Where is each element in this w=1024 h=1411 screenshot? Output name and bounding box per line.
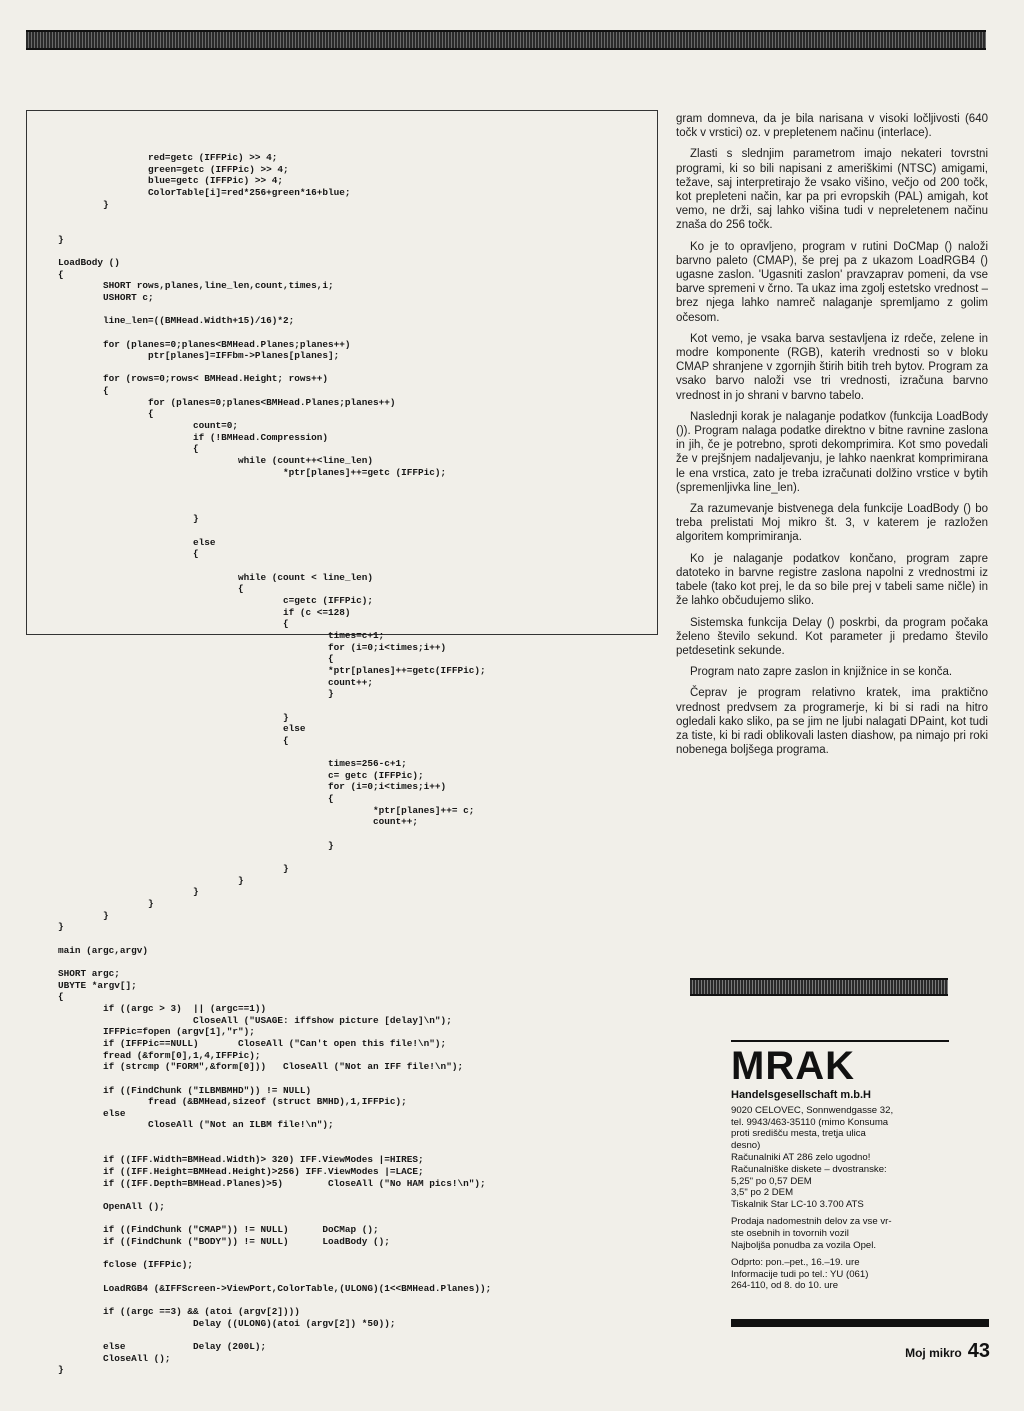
article-paragraph: Ko je nalaganje podatkov končano, program zapre datoteko in barvne registre zaslona napolni z vrednostmi iz tabele (tako kot prej, le da so bile prej v tabeli same ničle) in že lahko občudujemo sliko. <box>676 552 988 608</box>
ad-offer-line: 3,5" po 2 DEM <box>731 1187 794 1199</box>
code-line: } <box>193 513 199 525</box>
ad-parts-line: ste osebnih in tovornih vozil <box>731 1227 849 1239</box>
code-line: { <box>58 991 64 1003</box>
ad-offer-line: Računalniki AT 286 zelo ugodno! <box>731 1152 871 1164</box>
code-line: USHORT c; <box>103 291 154 303</box>
code-line: LoadBody () <box>58 256 120 268</box>
ad-brand: MRAK <box>731 1044 855 1088</box>
article-paragraph: Ko je to opravljeno, program v rutini DoCMap () naloži barvno paleto (CMAP), še prej pa z ukazom LoadRGB4 () ugasne zaslon. 'Ugasniti zaslon' pravzaprav pomeni, da vse barve spremeni v črno. Ta ukaz ima zgolj estetsko vrednost – brez njega lahko namreč nalaganje spremljamo z golim očesom. <box>676 240 988 324</box>
code-line: count++; <box>373 816 419 828</box>
ad-parts <box>731 1216 949 1251</box>
code-line: CloseAll ("Not an ILBM file!\n"); <box>148 1119 334 1131</box>
ad-top-line <box>731 1040 949 1042</box>
code-line: *ptr[planes]++= c; <box>373 804 475 816</box>
code-line: { <box>328 653 334 665</box>
ad-company: Handelsgesellschaft m.b.H <box>731 1089 871 1101</box>
code-line: { <box>148 408 154 420</box>
code-line: CloseAll (); <box>103 1352 171 1364</box>
ad-hours-line: Odprto: pon.–pet., 16.–19. ure <box>731 1257 860 1269</box>
code-line: } <box>103 909 109 921</box>
code-line: if ((IFF.Depth=BMHead.Planes)>5) CloseAll ("No HAM pics!\n"); <box>103 1177 486 1189</box>
page-footer <box>905 1340 990 1363</box>
article-text <box>676 112 988 764</box>
code-line: SHORT rows,planes,line_len,count,times,i; <box>103 280 334 292</box>
code-line: while (count < line_len) <box>238 571 374 583</box>
ad-offer-line: Tiskalnik Star LC-10 3.700 ATS <box>731 1198 864 1210</box>
code-line: while (count++<line_len) <box>238 455 374 467</box>
code-line: ColorTable[i]=red*256+green*16+blue; <box>148 186 351 198</box>
ad-offer-line: Računalniške diskete – dvostranske: <box>731 1163 887 1175</box>
code-line: c=getc (IFFPic); <box>283 594 374 606</box>
code-line: OpenAll (); <box>103 1201 165 1213</box>
code-line: else Delay (200L); <box>103 1340 267 1352</box>
code-line: } <box>148 898 154 909</box>
code-line: if ((IFF.Width=BMHead.Width)> 320) IFF.ViewModes |=HIRES; <box>103 1154 424 1166</box>
code-line: Delay ((ULONG)(atoi (argv[2]) *50)); <box>193 1317 396 1329</box>
code-line: if ((FindChunk ("CMAP")) != NULL) DoCMap (); <box>103 1224 379 1236</box>
code-line: if ((IFF.Height=BMHead.Height)>256) IFF.ViewModes |=LACE; <box>103 1166 424 1178</box>
ad-bottom-bar <box>731 1319 989 1327</box>
code-line: else <box>283 723 306 735</box>
code-line: { <box>193 443 199 455</box>
page-number: 43 <box>967 1340 990 1362</box>
mrak-advertisement <box>731 1040 949 1298</box>
code-line: } <box>103 198 109 210</box>
ad-address-line: tel. 9943/463-35110 (mimo Konsuma <box>731 1116 889 1128</box>
article-paragraph: Zlasti s slednjim parametrom imajo nekateri tovrstni programi, ki so bili napisani z ameriškimi (NTSC) amigami, težave, saj interpretirajo že vsako višino, večjo od 200 točk, kot prepleteni način, kar pa pri evropskih (PAL) amigah, kot vemo, ne drži, saj lahko višina tudi v nepreletenem načinu znaša do 256 točk. <box>676 148 988 232</box>
ad-address-line: 9020 CELOVEC, Sonnwendgasse 32, <box>731 1105 894 1116</box>
code-line: { <box>283 618 289 630</box>
code-line: } <box>283 711 289 723</box>
code-line: blue=getc (IFFPic) >> 4; <box>148 175 284 187</box>
code-line: *ptr[planes]++=getc (IFFPic); <box>283 466 447 478</box>
article-paragraph: gram domneva, da je bila narisana v visoki ločljivosti (640 točk v vrstici) oz. v prepletenem načinu (interlace). <box>676 113 988 140</box>
article-paragraph: Program nato zapre zaslon in knjižnice in se konča. <box>690 666 953 679</box>
code-line: CloseAll ("USAGE: iffshow picture [delay]\n"); <box>193 1014 452 1026</box>
article-paragraph: Kot vemo, je vsaka barva sestavljena iz rdeče, zelene in modre komponente (RGB), katerih vrednosti so v bloku CMAP shranjene v zgornjih štirih bitih treh bytov. Program za vsako barvo naloži vse tri vrednosti, izračuna barvno vrednost in jo shrani v barvno tabelo. <box>676 332 988 402</box>
code-line: line_len=((BMHead.Width+15)/16)*2; <box>103 315 295 327</box>
code-listing <box>58 152 491 1376</box>
code-line: count=0; <box>193 420 239 432</box>
ad-parts-line: Prodaja nadomestnih delov za vse vr- <box>731 1216 892 1228</box>
code-line: else <box>103 1107 126 1119</box>
code-line: if ((FindChunk ("BODY")) != NULL) LoadBody (); <box>103 1236 390 1248</box>
code-line: IFFPic=fopen (argv[1],"r"); <box>103 1026 255 1038</box>
code-line: for (rows=0;rows< BMHead.Height; rows++) <box>103 373 329 385</box>
article-paragraph: Naslednji korak je nalaganje podatkov (funkcija LoadBody ()). Program nalaga podatke direktno v bitne ravnine zaslona in jih, če je potrebno, sproti dekomprimira. Kot smo povedali že v prejšnjem nadaljevanju, je lahko naenkrat komprimirana le ena vrstica, zato je treba izračunati dolžino vrstice v bytih (spremenljivka line_len). <box>676 410 988 494</box>
code-line: } <box>328 839 334 851</box>
code-line: { <box>328 793 334 805</box>
magazine-name: Moj mikro <box>905 1346 962 1360</box>
code-line: red=getc (IFFPic) >> 4; <box>148 152 278 163</box>
code-line: if ((FindChunk ("ILBMBMHD")) != NULL) <box>103 1084 312 1096</box>
ad-offer-line: 5,25" po 0,57 DEM <box>731 1175 812 1187</box>
code-line: green=getc (IFFPic) >> 4; <box>148 163 289 175</box>
code-line: if (strcmp ("FORM",&form[0])) CloseAll ("Not an IFF file!\n"); <box>103 1061 464 1073</box>
ad-decorative-rule <box>690 978 948 996</box>
code-line: for (i=0;i<times;i++) <box>328 781 447 793</box>
code-line: if (c <=128) <box>283 606 351 618</box>
code-line: } <box>283 863 289 875</box>
code-line: { <box>238 583 244 595</box>
ad-address <box>731 1105 949 1151</box>
code-line: fread (&form[0],1,4,IFFPic); <box>103 1049 261 1061</box>
code-line: } <box>58 1364 64 1376</box>
ad-address-line: desno) <box>731 1139 761 1151</box>
code-line: { <box>58 268 64 280</box>
code-line: count++; <box>328 676 374 688</box>
code-line: } <box>58 233 64 245</box>
code-line: c= getc (IFFPic); <box>328 769 424 781</box>
code-line: { <box>103 385 109 397</box>
code-line: } <box>193 886 199 898</box>
article-paragraph: Sistemska funkcija Delay () poskrbi, da program počaka želeno število sekund. Kot parameter ji predamo število petdesetink sekunde. <box>676 616 988 657</box>
code-line: for (i=0;i<times;i++) <box>328 641 447 653</box>
code-line: if (!BMHead.Compression) <box>193 431 329 443</box>
code-line: for (planes=0;planes<BMHead.Planes;planes++) <box>148 396 396 408</box>
top-decorative-rule <box>26 30 986 50</box>
code-line: times=256-c+1; <box>328 758 407 770</box>
code-line: } <box>328 688 334 700</box>
article-paragraph: Za razumevanje bistvenega dela funkcije LoadBody () bo treba prelistati Moj mikro št. 3, v katerem je razložen algoritem komprimiranja. <box>676 503 988 544</box>
code-line: else <box>193 536 216 548</box>
code-line: if ((argc > 3) || (argc==1)) <box>103 1002 267 1014</box>
ad-offers <box>731 1152 949 1210</box>
code-line: { <box>283 734 289 746</box>
code-line: if (IFFPic==NULL) CloseAll ("Can't open this file!\n"); <box>103 1037 447 1049</box>
code-line: main (argc,argv) <box>58 944 149 956</box>
code-line: { <box>193 548 199 560</box>
code-line: times=c+1; <box>328 629 385 641</box>
code-line: *ptr[planes]++=getc(IFFPic); <box>328 664 486 676</box>
code-line: LoadRGB4 (&IFFScreen->ViewPort,ColorTable,(ULONG)(1<<BMHead.Planes)); <box>103 1282 492 1294</box>
ad-hours-line: Informacije tudi po tel.: YU (061) <box>731 1268 869 1280</box>
code-line: } <box>238 874 244 886</box>
ad-address-line: proti središču mesta, tretja ulica <box>731 1128 866 1140</box>
code-line: } <box>58 921 64 933</box>
code-line: SHORT argc; <box>58 967 120 979</box>
ad-parts-line: Najboljša ponudba za vozila Opel. <box>731 1239 877 1251</box>
ad-hours-line: 264-110, od 8. do 10. ure <box>731 1280 839 1292</box>
code-line: fclose (IFFPic); <box>103 1259 194 1271</box>
code-line: for (planes=0;planes<BMHead.Planes;planes++) <box>103 338 351 350</box>
code-line: UBYTE *argv[]; <box>58 979 137 991</box>
ad-hours <box>731 1257 949 1292</box>
code-line: fread (&BMHead,sizeof (struct BMHD),1,IFFPic); <box>148 1096 407 1108</box>
code-line: if ((argc ==3) && (atoi (argv[2]))) <box>103 1305 300 1317</box>
article-paragraph: Čeprav je program relativno kratek, ima praktično vrednost predvsem za programerje, ki bi si radi na hitro ogledali kako sliko, pa se jim ne ljubi nalagati DPaint, kot tudi za tiste, ki bi radi oblikovali lasten diashow, pa nimajo pri roki nobenega boljšega programa. <box>676 687 988 757</box>
code-line: ptr[planes]=IFFbm->Planes[planes]; <box>148 350 340 362</box>
